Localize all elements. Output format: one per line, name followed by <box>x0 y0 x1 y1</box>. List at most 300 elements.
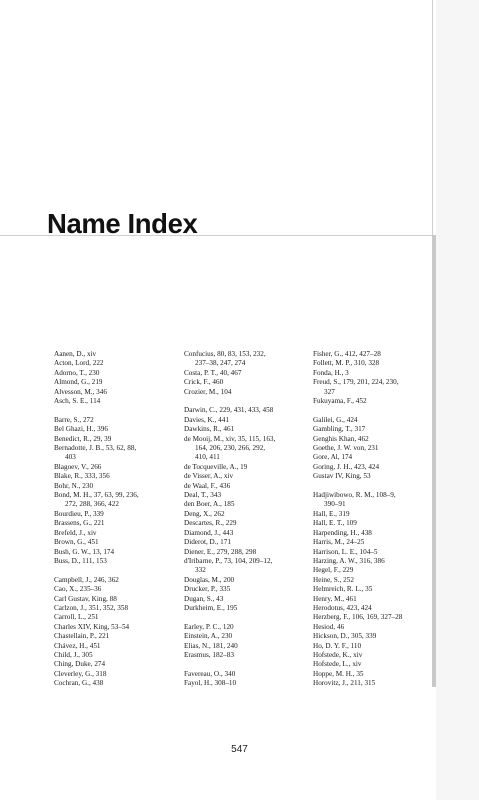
entry-name: Fayol, H. <box>184 679 211 688</box>
index-entry: Chastellain, P., 221 <box>54 632 110 641</box>
entry-name: Darwin, C. <box>184 406 216 415</box>
entry-pages: 114 <box>89 397 101 406</box>
index-entry: Diener, E., 279, 288, 298 <box>184 547 257 556</box>
index-entry: Bush, G. W., 13, 174 <box>54 547 115 556</box>
entry-pages: 171 <box>220 538 231 547</box>
index-entry: Darwin, C., 229, 431, 433, 458 <box>184 406 274 415</box>
letter-group-gap <box>54 406 176 415</box>
index-entry: Hadjiwibowo, R. M., 108–9, 390–91 <box>313 491 433 510</box>
index-entry: Hofstede, L., xiv <box>313 660 362 669</box>
entry-pages-continued: 403 <box>65 453 76 462</box>
entry-pages: 181, 240 <box>212 641 238 650</box>
index-entry: Harzing, A. W., 316, 386 <box>313 556 385 565</box>
entry-pages: 43 <box>216 594 224 603</box>
index-entry: Aanen, D., xiv <box>54 350 97 358</box>
entry-name: Herodotus <box>313 603 343 612</box>
entry-name: Davies, K. <box>184 415 215 424</box>
index-entry: Hall, E., 319 <box>313 509 350 518</box>
entry-pages: 53, 62, 88, <box>105 444 137 453</box>
index-entry: d'Iribarne, P., 73, 104, 209–12, 332 <box>184 557 308 576</box>
index-entry: Alvesson, M., 346 <box>54 387 107 396</box>
index-entry: Harris, M., 24–25 <box>313 538 365 547</box>
index-entry: Brefeld, J., xiv <box>54 528 97 537</box>
entry-pages: 266 <box>90 462 102 471</box>
entry-pages: 230 <box>88 368 100 377</box>
index-entry: Child, J., 305 <box>54 650 93 659</box>
entry-name: Barre, S. <box>54 415 80 424</box>
entry-pages: 221 <box>98 632 110 641</box>
entry-name: Ho, D. Y. F. <box>313 641 347 650</box>
entry-pages: 438 <box>361 528 372 537</box>
entry-name: Dugan, S. <box>184 594 213 603</box>
entry-name: Bohr, N. <box>54 481 79 490</box>
entry-name: Harrison, L. E. <box>313 547 356 556</box>
entry-name: Favereau, O. <box>184 669 221 678</box>
entry-pages-continued: 237–38, 247, 274 <box>195 359 246 368</box>
entry-name: Hickson, D. <box>313 632 348 641</box>
entry-pages: 231 <box>367 444 379 453</box>
entry-name: Child, J. <box>54 650 79 659</box>
index-entry: Gore, Al, 174 <box>313 453 353 462</box>
index-entry: Blake, R., 333, 356 <box>54 472 110 481</box>
index-entry: Fisher, G., 412, 427–28 <box>313 350 381 358</box>
entry-name: Henry, M. <box>313 594 343 603</box>
index-column-2 <box>184 350 308 689</box>
entry-name: Hegel, F. <box>313 566 339 575</box>
entry-pages: 396 <box>97 425 108 434</box>
entry-name: Gustav IV, King <box>313 472 360 481</box>
entry-name: Gore, Al <box>313 453 338 462</box>
entry-pages: 230 <box>82 481 94 490</box>
index-column-1 <box>54 350 176 689</box>
entry-name: Herzberg, F. <box>313 613 349 622</box>
entry-pages: 461 <box>223 425 235 434</box>
index-entry: Diderot, D., 171 <box>184 538 231 547</box>
index-entry: Hofstede, K., xiv <box>313 650 363 659</box>
letter-group-gap <box>184 660 308 669</box>
index-entry: Buss, D., 111, 153 <box>54 556 107 565</box>
entry-pages: 35 <box>356 669 364 678</box>
entry-name: Buss, D. <box>54 556 79 565</box>
entry-name: Crozier, M. <box>184 387 218 396</box>
entry-name: Goring, J. H. <box>313 462 351 471</box>
entry-name: Blagoev, V. <box>54 462 88 471</box>
entry-name: Harzing, A. W. <box>313 556 356 565</box>
entry-pages: 310, 328 <box>353 359 380 368</box>
entry-pages: 262 <box>213 509 225 518</box>
entry-pages: 24–25 <box>346 538 365 547</box>
entry-pages: 305, 339 <box>351 632 377 641</box>
index-entry: Genghis Khan, 462 <box>313 434 369 443</box>
entry-name: Bel Ghazi, H. <box>54 425 94 434</box>
entry-name: Acton, Lord <box>54 359 90 368</box>
index-entry: Durkheim, E., 195 <box>184 603 238 612</box>
entry-pages: 120 <box>222 622 234 631</box>
entry-pages: 279, 288, 298 <box>216 547 257 556</box>
entry-pages: xiv <box>86 350 97 358</box>
entry-name: Fonda, H. <box>313 368 342 377</box>
entry-name: Diderot, D. <box>184 538 217 547</box>
entry-name: Hall, E. <box>313 509 336 518</box>
entry-pages: 111, 153 <box>82 556 107 565</box>
entry-name: Erasmus <box>184 650 209 659</box>
index-entry: de Mooij, M., xiv, 35, 115, 163, 164, 206, 230, 266, 292, 410, 411 <box>184 435 308 463</box>
entry-name: Harris, M. <box>313 538 343 547</box>
entry-pages: 436 <box>219 481 231 490</box>
index-entry: Adorno, T., 230 <box>54 368 100 377</box>
entry-name: Alvesson, M. <box>54 387 93 396</box>
entry-name: Einstein, A. <box>184 632 218 641</box>
entry-pages: 343 <box>210 491 222 500</box>
entry-pages: 316, 386 <box>359 556 385 565</box>
entry-name: Bernadotte, J. B. <box>54 444 103 453</box>
entry-pages: 106, 169, 327–28 <box>352 613 403 622</box>
entry-pages: 235–36 <box>79 585 102 594</box>
entry-name: Carlzon, J. <box>54 603 85 612</box>
entry-pages: 19 <box>240 462 248 471</box>
index-entry: Ho, D. Y. F., 110 <box>313 641 362 650</box>
entry-pages: 29, 39 <box>93 434 112 443</box>
index-entry: Bernadotte, J. B., 53, 62, 88, 403 <box>54 444 176 463</box>
entry-name: Bush, G. W. <box>54 547 89 556</box>
index-entry: Earley, P. C., 120 <box>184 622 234 631</box>
entry-name: Ching, Duke <box>54 660 91 669</box>
entry-pages: 179, 201, 224, 230, <box>342 378 399 387</box>
entry-pages: 346 <box>96 387 107 396</box>
entry-pages: 339 <box>92 509 104 518</box>
index-entry: Einstein, A., 230 <box>184 632 233 641</box>
index-entry: Bohr, N., 230 <box>54 481 94 490</box>
index-entry: Favereau, O., 340 <box>184 669 236 678</box>
entry-name: Elias, N. <box>184 641 209 650</box>
index-entry: Bel Ghazi, H., 396 <box>54 425 108 434</box>
entry-pages: 460 <box>212 378 224 387</box>
entry-name: Asch, S. E. <box>54 397 87 406</box>
entry-pages: 195 <box>226 603 238 612</box>
index-entry: Herzberg, F., 106, 169, 327–28 <box>313 613 403 622</box>
entry-pages: 35 <box>365 585 373 594</box>
index-entry: de Tocqueville, A., 19 <box>184 462 248 471</box>
index-entry: Asch, S. E., 114 <box>54 397 101 406</box>
entry-name: Charles XIV, King <box>54 622 108 631</box>
entry-pages-continued: 410, 411 <box>195 453 220 462</box>
entry-name: Brefeld, J. <box>54 528 84 537</box>
index-entry: Follett, M. P., 310, 328 <box>313 359 380 368</box>
entry-pages: 246, 362 <box>93 575 119 584</box>
index-entry: Barre, S., 272 <box>54 415 94 424</box>
page-gutter-shade <box>436 0 479 800</box>
entry-pages: 185 <box>223 500 235 509</box>
entry-pages: 272 <box>82 415 94 424</box>
entry-name: Helmreich, R. L. <box>313 585 362 594</box>
entry-pages: 109 <box>346 519 357 528</box>
entry-name: Costa, P. T. <box>184 368 217 377</box>
entry-name: Hoppe, M. H. <box>313 669 353 678</box>
index-entry: Almond, G., 219 <box>54 378 103 387</box>
index-entry: Hickson, D., 305, 339 <box>313 632 377 641</box>
index-entry: Acton, Lord, 222 <box>54 359 104 368</box>
entry-name: Deal, T. <box>184 491 207 500</box>
entry-name: Heine, S. <box>313 575 340 584</box>
index-entry: Gambling, T., 317 <box>313 425 366 434</box>
entry-pages: 174 <box>341 453 353 462</box>
entry-pages: 221 <box>93 519 105 528</box>
index-entry: Goring, J. H., 423, 424 <box>313 462 380 471</box>
entry-pages: 451 <box>89 641 101 650</box>
entry-pages-continued: 272, 288, 366, 422 <box>65 500 119 509</box>
entry-pages: 274 <box>94 660 106 669</box>
entry-name: den Boer, A. <box>184 500 221 509</box>
index-entry: Harrison, L. E., 104–5 <box>313 547 378 556</box>
entry-pages: 452 <box>355 397 367 406</box>
entry-pages: 333, 356 <box>84 472 110 481</box>
entry-pages: 104 <box>220 387 232 396</box>
index-entry: Harpending, H., 438 <box>313 528 372 537</box>
index-entry: Descartes, R., 229 <box>184 519 237 528</box>
entry-pages: 335 <box>219 585 231 594</box>
entry-name: Hall, E. T. <box>313 519 343 528</box>
entry-name: Durkheim, E. <box>184 603 223 612</box>
entry-pages: 230 <box>221 632 233 641</box>
index-entry: Campbell, J., 246, 362 <box>54 575 119 584</box>
index-entry: Freud, S., 179, 201, 224, 230, 327 <box>313 378 433 397</box>
page-title: Name Index <box>47 208 198 239</box>
entry-pages: 229 <box>225 519 237 528</box>
letter-group-gap <box>313 482 433 491</box>
entry-pages: 317 <box>354 425 366 434</box>
chapter-rule-vertical <box>432 0 433 235</box>
entry-name: de Tocqueville, A. <box>184 462 237 471</box>
entry-name: Chávez, H. <box>54 641 87 650</box>
entry-name: Gambling, T. <box>313 425 351 434</box>
entry-name: Carroll, L. <box>54 613 85 622</box>
entry-pages: 441 <box>218 415 229 424</box>
entry-pages: 443 <box>222 528 234 537</box>
letter-group-gap <box>184 613 308 622</box>
entry-pages: 200 <box>223 575 235 584</box>
entry-pages: 424 <box>346 415 358 424</box>
index-entry: Confucius, 80, 83, 153, 232, 237–38, 247, 274 <box>184 350 308 369</box>
entry-pages: 13, 174 <box>92 547 115 556</box>
index-entry: Brassens, G., 221 <box>54 519 105 528</box>
letter-group-gap <box>313 406 433 415</box>
entry-name: Harpending, H. <box>313 528 358 537</box>
entry-pages: 3 <box>345 368 349 377</box>
letter-group-gap <box>184 397 308 406</box>
index-entry: Dugan, S., 43 <box>184 594 224 603</box>
entry-pages: xiv <box>352 660 362 669</box>
entry-pages-continued: 327 <box>324 387 335 396</box>
index-entry: Crick, F., 460 <box>184 378 224 387</box>
entry-pages: 451 <box>87 538 99 547</box>
entry-name: Blake, R. <box>54 472 81 481</box>
entry-pages: 351, 352, 358 <box>88 603 129 612</box>
index-entry: Cleverley, G., 318 <box>54 669 107 678</box>
index-entry: Henry, M., 461 <box>313 594 357 603</box>
index-entry: Cao, X., 235–36 <box>54 585 102 594</box>
entry-name: Hadjiwibowo, R. M. <box>313 491 373 500</box>
index-entry: de Waal, F., 436 <box>184 481 231 490</box>
index-entry: Herodotus, 423, 424 <box>313 603 372 612</box>
entry-pages: xiv <box>223 472 234 481</box>
entry-pages: 222 <box>92 359 104 368</box>
entry-pages-continued: 390–91 <box>324 500 346 509</box>
entry-pages: 211, 315 <box>350 679 376 688</box>
entry-name: Benedict, R. <box>54 434 90 443</box>
entry-name: Hesiod <box>313 622 334 631</box>
index-entry: Bourdieu, P., 339 <box>54 509 104 518</box>
entry-name: de Mooij, M. <box>184 434 222 443</box>
index-entry: Horovitz, J., 211, 315 <box>313 679 376 688</box>
entry-pages: 88 <box>109 594 117 603</box>
index-entry: Hesiod, 46 <box>313 622 345 631</box>
index-entry: Benedict, R., 29, 39 <box>54 434 112 443</box>
index-entry: Brown, G., 451 <box>54 538 99 547</box>
index-entry: Hegel, F., 229 <box>313 566 354 575</box>
index-entry: Hoppe, M. H., 35 <box>313 669 364 678</box>
entry-name: Bond, M. H. <box>54 491 91 500</box>
entry-name: Douglas, M. <box>184 575 220 584</box>
index-entry: Elias, N., 181, 240 <box>184 641 238 650</box>
index-entry: Deng, X., 262 <box>184 509 225 518</box>
entry-pages: 423, 424 <box>353 462 380 471</box>
index-entry: Gustav IV, King, 53 <box>313 472 371 481</box>
entry-name: Horovitz, J. <box>313 679 347 688</box>
index-entry: Cochran, G., 438 <box>54 679 104 688</box>
entry-name: Campbell, J. <box>54 575 91 584</box>
entry-pages: 53–54 <box>111 622 130 631</box>
entry-name: Earley, P. C. <box>184 622 220 631</box>
entry-pages: 73, 104, 209–12, <box>223 556 273 565</box>
entry-name: de Visser, A. <box>184 472 221 481</box>
index-entry: Carroll, L., 251 <box>54 613 99 622</box>
entry-pages: 340 <box>224 669 236 678</box>
index-entry: Heine, S., 252 <box>313 575 354 584</box>
entry-name: Brown, G. <box>54 538 85 547</box>
index-entry: Drucker, P., 335 <box>184 585 231 594</box>
index-entry: Dawkins, R., 461 <box>184 425 235 434</box>
entry-pages: 423, 424 <box>346 603 372 612</box>
entry-name: Brassens, G. <box>54 519 91 528</box>
entry-pages: 46 <box>336 622 345 631</box>
index-entry: Crozier, M., 104 <box>184 387 232 396</box>
index-entry: Diamond, J., 443 <box>184 528 234 537</box>
entry-pages: 229 <box>342 566 354 575</box>
index-column-3 <box>313 350 433 689</box>
entry-name: Diener, E. <box>184 547 214 556</box>
index-entry: Ching, Duke, 274 <box>54 660 106 669</box>
index-entry: Erasmus, 182–83 <box>184 650 234 659</box>
entry-pages: 53 <box>363 472 371 481</box>
entry-pages: 229, 431, 433, 458 <box>219 406 274 415</box>
entry-name: Fukuyama, F. <box>313 397 353 406</box>
entry-pages: xiv <box>353 650 363 659</box>
entry-name: de Waal, F. <box>184 481 216 490</box>
entry-pages: 462 <box>357 434 369 443</box>
index-entry: Bond, M. H., 37, 63, 99, 236, 272, 288, 366, 422 <box>54 491 176 510</box>
entry-name: Genghis Khan <box>313 434 355 443</box>
index-entry: Fayol, H., 308–10 <box>184 679 237 688</box>
entry-pages: 182–83 <box>212 650 234 659</box>
entry-pages: 305 <box>81 650 93 659</box>
entry-name: Hofstede, K. <box>313 650 350 659</box>
entry-pages: xiv <box>87 528 97 537</box>
entry-name: Goethe, J. W. von <box>313 444 365 453</box>
index-entry: Costa, P. T., 40, 467 <box>184 368 242 377</box>
entry-name: Aanen, D. <box>54 350 84 358</box>
entry-name: Bourdieu, P. <box>54 509 90 518</box>
entry-name: Diamond, J. <box>184 528 219 537</box>
entry-pages: 80, 83, 153, 232, <box>217 350 266 358</box>
entry-pages-continued: 332 <box>195 566 206 575</box>
entry-name: Carl Gustav, King <box>54 594 107 603</box>
entry-name: Freud, S. <box>313 378 340 387</box>
entry-pages: 252 <box>343 575 354 584</box>
entry-name: Cochran, G. <box>54 679 89 688</box>
entry-name: Drucker, P. <box>184 585 216 594</box>
entry-pages: 412, 427–28 <box>344 350 381 358</box>
entry-pages: 308–10 <box>214 679 237 688</box>
index-entry: Carl Gustav, King, 88 <box>54 594 117 603</box>
entry-name: Crick, F. <box>184 378 209 387</box>
entry-pages: 438 <box>92 679 104 688</box>
index-entry: Fonda, H., 3 <box>313 368 349 377</box>
entry-name: Deng, X. <box>184 509 211 518</box>
entry-pages-continued: 164, 206, 230, 266, 292, <box>195 444 266 453</box>
index-entry: Chávez, H., 451 <box>54 641 101 650</box>
index-entry: Helmreich, R. L., 35 <box>313 585 373 594</box>
entry-name: Follett, M. P. <box>313 359 351 368</box>
entry-name: d'Iribarne, P. <box>184 556 221 565</box>
entry-name: Cleverley, G. <box>54 669 93 678</box>
entry-pages: 110 <box>350 641 362 650</box>
entry-pages: 219 <box>91 378 103 387</box>
entry-pages: 251 <box>87 613 99 622</box>
entry-pages: 40, 467 <box>219 368 242 377</box>
page-number: 547 <box>231 744 248 755</box>
entry-name: Almond, G. <box>54 378 89 387</box>
entry-name: Dawkins, R. <box>184 425 220 434</box>
index-entry: den Boer, A., 185 <box>184 500 235 509</box>
entry-name: Fisher, G. <box>313 350 342 358</box>
letter-group-gap <box>54 566 176 575</box>
index-entry: de Visser, A., xiv <box>184 472 234 481</box>
entry-pages: 108–9, <box>375 491 396 500</box>
index-entry: Douglas, M., 200 <box>184 575 235 584</box>
entry-pages: 37, 63, 99, 236, <box>93 491 139 500</box>
entry-name: Chastellain, P. <box>54 632 95 641</box>
index-entry: Fukuyama, F., 452 <box>313 397 367 406</box>
entry-name: Descartes, R. <box>184 519 223 528</box>
entry-pages: 104–5 <box>359 547 378 556</box>
index-entry: Deal, T., 343 <box>184 491 222 500</box>
entry-name: Hofstede, L. <box>313 660 349 669</box>
entry-name: Adorno, T. <box>54 368 86 377</box>
index-entry: Blagoev, V., 266 <box>54 462 102 471</box>
index-entry: Davies, K., 441 <box>184 415 229 424</box>
entry-name: Galilei, G. <box>313 415 344 424</box>
index-entry: Goethe, J. W. von, 231 <box>313 444 379 453</box>
entry-pages: 461 <box>345 594 357 603</box>
index-entry: Galilei, G., 424 <box>313 415 358 424</box>
entry-pages: 318 <box>95 669 107 678</box>
entry-name: Confucius <box>184 350 214 358</box>
index-entry: Hall, E. T., 109 <box>313 519 357 528</box>
entry-name: Cao, X. <box>54 585 77 594</box>
entry-pages: xiv, 35, 115, 163, <box>225 434 276 443</box>
entry-pages: 319 <box>338 509 350 518</box>
index-entry: Charles XIV, King, 53–54 <box>54 622 130 631</box>
